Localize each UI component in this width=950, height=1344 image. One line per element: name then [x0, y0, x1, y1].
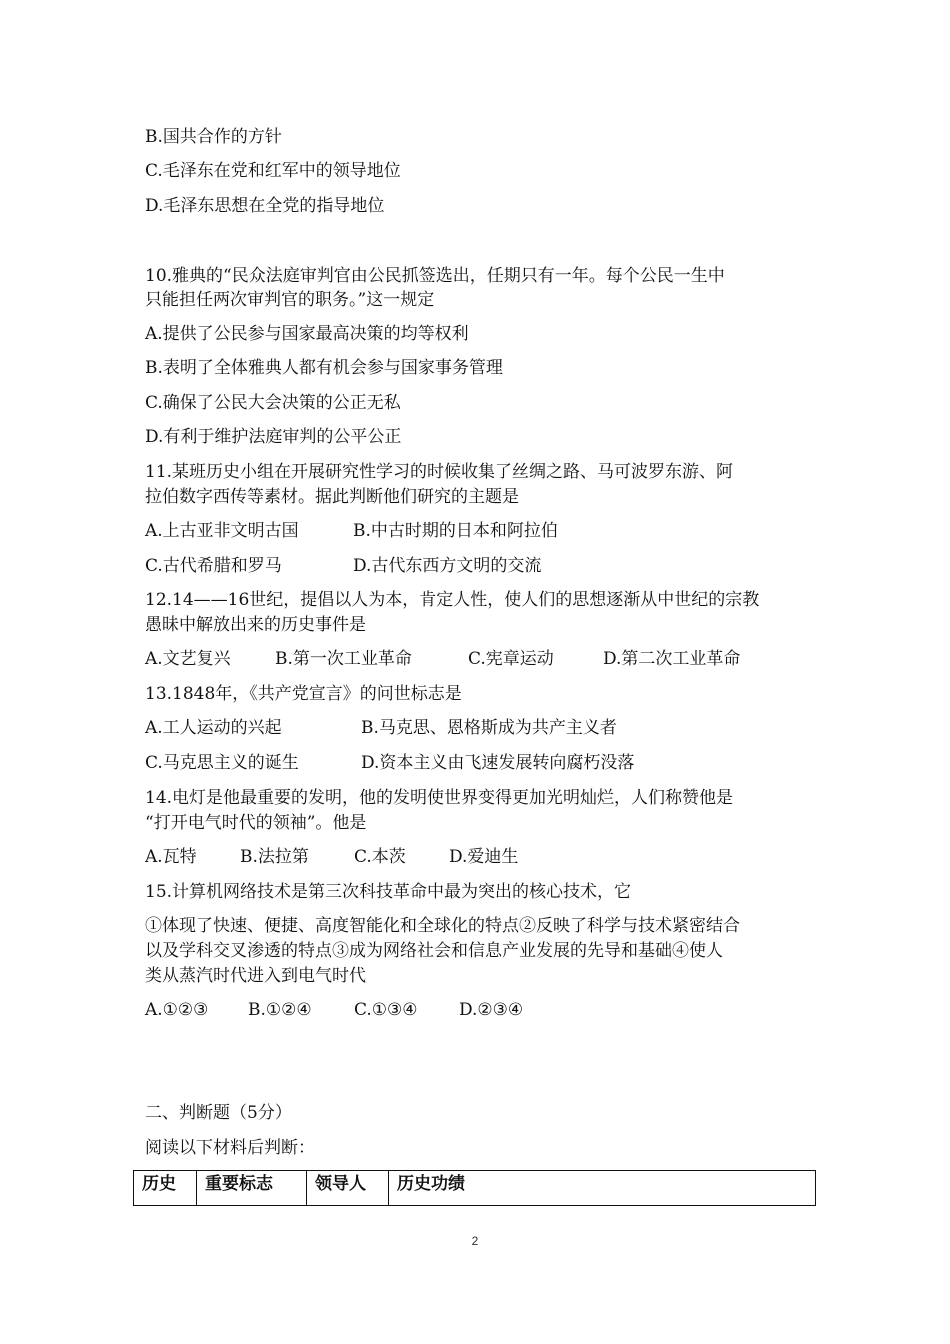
q13-option-b: B.马克思、恩格斯成为共产主义者: [361, 718, 617, 738]
q13-stem: 13.1848年，《共产党宣言》的问世标志是: [145, 684, 462, 704]
section2-instruction: 阅读以下材料后判断：: [145, 1138, 315, 1158]
q12-option-b: B.第一次工业革命: [275, 649, 412, 669]
q12-options-row: [145, 648, 740, 670]
q15-options-row: [145, 999, 523, 1021]
table-header-row: [134, 1171, 816, 1206]
q15-option-b: B.①②④: [248, 1000, 312, 1020]
q14-option-d: D.爱迪生: [449, 847, 519, 867]
q11-options-row2: [145, 555, 541, 577]
q9-option-c: C.毛泽东在党和红军中的领导地位: [145, 161, 401, 181]
q11-option-d: D.古代东西方文明的交流: [353, 556, 542, 576]
q10-option-b: B.表明了全体雅典人都有机会参与国家事务管理: [145, 358, 503, 378]
q14-option-c: C.本茨: [354, 847, 406, 867]
judgement-table: [133, 1170, 816, 1206]
q10-stem-line1: 10.雅典的“民众法庭审判官由公民抓签选出，任期只有一年。每个公民一生中: [145, 266, 725, 286]
q13-option-d: D.资本主义由飞速发展转向腐朽没落: [361, 753, 635, 773]
q11-option-a: A.上古亚非文明古国: [145, 521, 299, 541]
q13-options-row1: [145, 717, 617, 739]
q9-option-b: B.国共合作的方针: [145, 127, 282, 147]
q15-option-d: D.②③④: [459, 1000, 524, 1020]
section2-heading: 二、判断题（5分）: [145, 1103, 292, 1123]
q15-body-line2: 以及学科交叉渗透的特点③成为网络社会和信息产业发展的先导和基础④使人: [145, 941, 723, 961]
q10-option-d: D.有利于维护法庭审判的公平公正: [145, 427, 402, 447]
q13-option-a: A.工人运动的兴起: [145, 718, 282, 738]
page-number: 2: [471, 1234, 479, 1248]
q12-stem-line2: 愚昧中解放出来的历史事件是: [145, 615, 366, 635]
q12-option-c: C.宪章运动: [468, 649, 554, 669]
q14-option-a: A.瓦特: [145, 847, 197, 867]
q11-option-b: B.中古时期的日本和阿拉伯: [353, 521, 558, 541]
q11-stem-line2: 拉伯数字西传等素材。据此判断他们研究的主题是: [145, 487, 519, 507]
q12-stem-line1: 12.14——16世纪，提倡以人为本，肯定人性，使人们的思想逐渐从中世纪的宗教: [145, 590, 760, 610]
q14-option-b: B.法拉第: [240, 847, 309, 867]
q15-stem: 15.计算机网络技术是第三次科技革命中最为突出的核心技术，它: [145, 882, 632, 902]
q14-stem-line2: “打开电气时代的领袖”。他是: [145, 813, 367, 833]
q13-option-c: C.马克思主义的诞生: [145, 753, 299, 773]
q15-option-c: C.①③④: [354, 1000, 418, 1020]
q10-option-c: C.确保了公民大会决策的公正无私: [145, 393, 401, 413]
q14-stem-line1: 14.电灯是他最重要的发明，他的发明使世界变得更加光明灿烂，人们称赞他是: [145, 788, 734, 808]
q12-option-d: D.第二次工业革命: [603, 649, 741, 669]
q11-options-row1: [145, 520, 558, 542]
q14-options-row: [145, 846, 518, 868]
table-header-milestone: 重要标志: [197, 1171, 307, 1206]
q9-option-d: D.毛泽东思想在全党的指导地位: [145, 196, 385, 216]
q15-body-line3: 类从蒸汽时代进入到电气时代: [145, 966, 366, 986]
q15-option-a: A.①②③: [145, 1000, 209, 1020]
q10-stem-line2: 只能担任两次审判官的职务。”这一规定: [145, 290, 435, 310]
q10-option-a: A.提供了公民参与国家最高决策的均等权利: [145, 324, 469, 344]
table-header-history: 历史: [134, 1171, 197, 1206]
q12-option-a: A.文艺复兴: [145, 649, 231, 669]
table-header-leader: 领导人: [307, 1171, 389, 1206]
q13-options-row2: [145, 752, 634, 774]
q15-body-line1: ①体现了快速、便捷、高度智能化和全球化的特点②反映了科学与技术紧密结合: [145, 916, 740, 936]
q11-stem-line1: 11.某班历史小组在开展研究性学习的时候收集了丝绸之路、马可波罗东游、阿: [145, 462, 734, 482]
table-header-achievement: 历史功绩: [389, 1171, 816, 1206]
q11-option-c: C.古代希腊和罗马: [145, 556, 282, 576]
